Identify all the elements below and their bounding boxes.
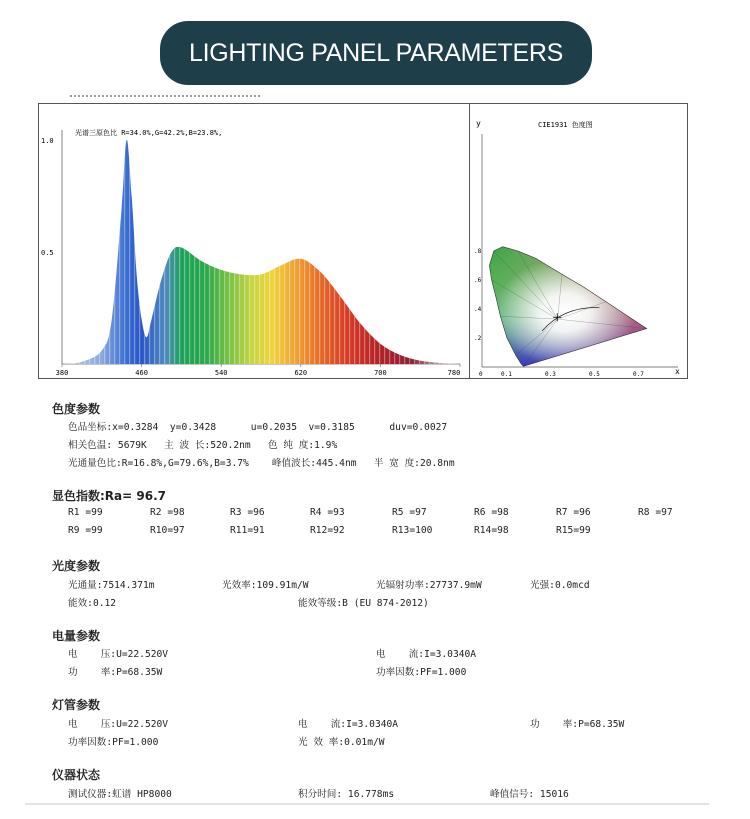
instrument-device: 测试仪器:虹谱 HP8000 [68,789,172,800]
peak-signal: 峰值信号: 15016 [490,789,569,800]
cri-value: R13=100 [392,525,433,536]
cie-x-tick: 0.7 [633,371,644,378]
cri-value: R15=99 [556,525,591,536]
cri-value: R11=91 [230,525,265,536]
cri-value: R8 =97 [638,507,673,518]
electrical-heading: 电量参数 [52,629,101,643]
cri-value: R3 =96 [230,507,265,518]
cri-value: R1 =99 [68,507,103,518]
energy-grade: 能效等级:B (EU 874-2012) [298,598,429,609]
cie-white-point-region [489,247,646,367]
banner-title: LIGHTING PANEL PARAMETERS [188,38,564,67]
electrical-current: 电 流:I=3.0340A [376,649,477,660]
spectrum-annotation: 光谱三原色比 R=34.0%,G=42.2%,B=23.8%, [75,129,223,137]
cie-chart [470,104,687,378]
cie-y-tick: .8 [474,248,482,255]
bottom-rule [25,803,709,805]
luminous-intensity: 光强:0.0mcd [530,580,590,591]
photometric-heading: 光度参数 [52,559,101,573]
cie-x-tick: 0.5 [589,371,600,378]
cie-x-tick: 0.3 [545,371,556,378]
spectrum-area [62,140,460,364]
cri-value: R2 =98 [150,507,185,518]
lamp-voltage: 电 压:U=22.520V [68,719,169,730]
spectrum-x-tick: 780 [447,369,461,377]
energy-efficiency: 能效:0.12 [68,598,117,609]
cri-value: R12=92 [310,525,345,536]
lamp-heading: 灯管参数 [52,698,101,712]
luminous-efficacy: 光效率:109.91m/W [222,580,309,591]
cri-value: R4 =93 [310,507,345,518]
color-params-line-1: 色品坐标:x=0.3284 y=0.3428 u=0.2035 v=0.3185 duv=0.0027 [68,422,448,433]
lamp-power-factor: 功率因数:PF=1.000 [68,737,159,748]
cie-x-tick: 0.1 [501,371,512,378]
cri-heading: 显色指数:Ra= 96.7 [52,489,166,503]
spectrum-x-tick: 460 [135,369,148,377]
spectrum-x-tick: 540 [214,369,228,377]
spectrum-x-tick: 620 [294,369,308,377]
electrical-power-factor: 功率因数:PF=1.000 [376,667,467,678]
spectrum-y-tick: 0.5 [41,249,54,257]
cri-value: R10=97 [150,525,185,536]
instrument-heading: 仪器状态 [52,768,101,782]
spectrum-y-tick: 1.0 [41,137,54,145]
cut-off-header-text [70,91,270,99]
electrical-voltage: 电 压:U=22.520V [68,649,169,660]
lamp-efficacy: 光 效 率:0.01m/W [298,737,385,748]
cri-value: R6 =98 [474,507,509,518]
color-params-heading: 色度参数 [52,402,101,416]
cri-value: R7 =96 [556,507,591,518]
cie-y-ticks [474,248,482,342]
spectrum-x-tick: 380 [55,369,69,377]
cie-y-tick: .4 [474,306,482,313]
cri-value: R14=98 [474,525,509,536]
cie-chromaticity-diagram [489,247,646,367]
lamp-power: 功 率:P=68.35W [530,719,625,730]
spectrum-x-ticks [56,364,461,377]
spectrum-y-ticks [41,137,54,257]
spectrum-chart [39,104,469,378]
title-banner [160,21,592,85]
integration-time: 积分时间: 16.778ms [298,789,395,800]
cie-x-ticks [479,371,644,378]
cie-title: CIE1931 色度图 [538,121,593,129]
color-params-line-3: 光通量色比:R=16.8%,G=79.6%,B=3.7% 峰值波长:445.4nm 半 宽 度:20.8nm [68,458,455,469]
spectrum-stripes [62,140,460,364]
radiant-power: 光辐射功率:27737.9mW [376,580,482,591]
luminous-flux: 光通量:7514.371m [68,580,155,591]
cie-y-tick: .2 [474,335,482,342]
cie-y-tick: .6 [474,277,482,284]
spectrum-x-tick: 700 [374,369,387,377]
electrical-power: 功 率:P=68.35W [68,667,163,678]
cri-value: R5 =97 [392,507,427,518]
color-params-line-2: 相关色温: 5679K 主 波 长:520.2nm 色 纯 度:1.9% [68,440,338,451]
lamp-current: 电 流:I=3.0340A [298,719,399,730]
cie-y-label: y [476,119,481,128]
cie-x-tick: 0 [479,371,483,378]
cri-value: R9 =99 [68,525,103,536]
cie-x-label: x [675,367,680,376]
